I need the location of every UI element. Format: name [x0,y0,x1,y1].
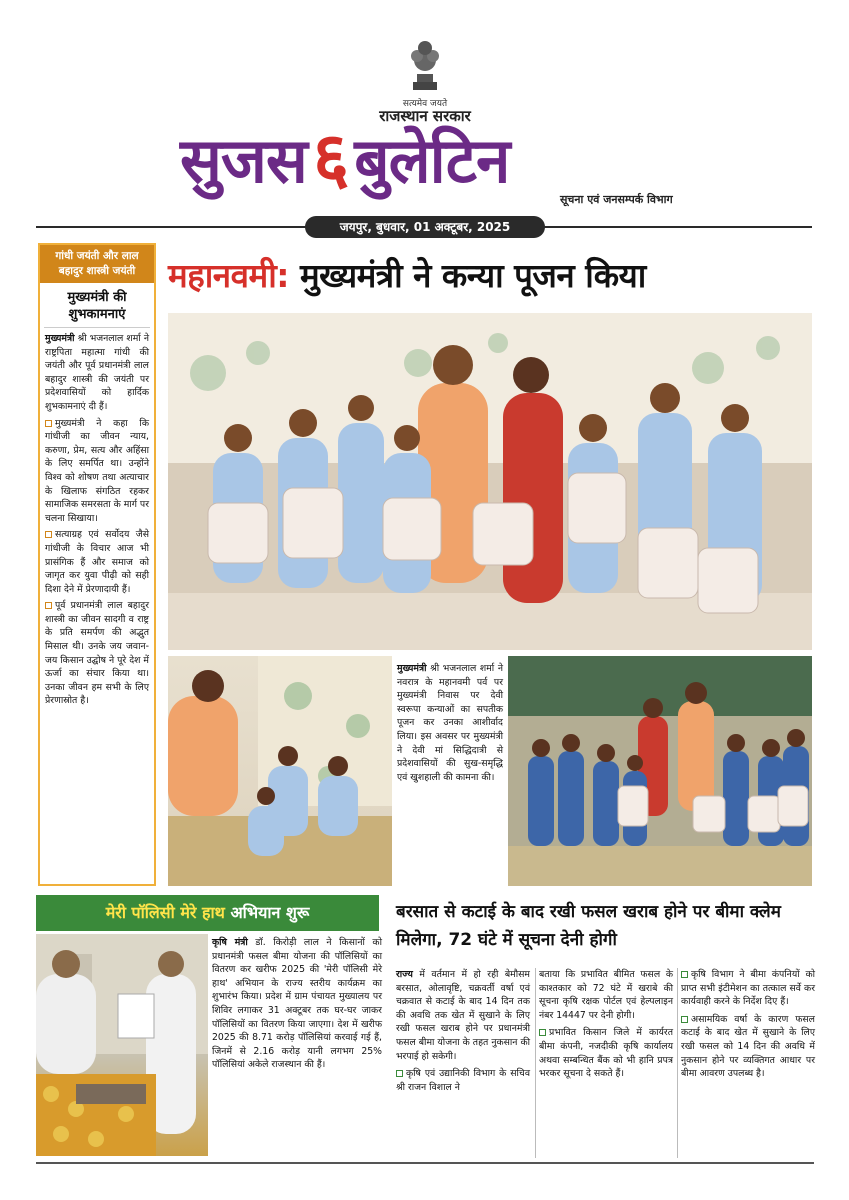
crop-story-column-2: बताया कि प्रभावित बीमित फसल के काश्तकार को 72 घंटे में खराबे की सूचना कृषि रक्षक पोर्टल एवं हेल्पलाइन नंबर 14447 पर देनी होगी। प्रभावित किसान जिले में कार्यरत बीमा कंपनी, नजदीकी कृषि कार्यालय अथवा सम्बन्धित बैंक को भी हानि प्रपत्र भरकर सूचना दे सकते हैं। [539,969,673,1080]
sidebar-tag: गांधी जयंती और लाल बहादुर शास्त्री जयंती [40,245,154,283]
crop-story-headline: बरसात से कटाई के बाद रखी फसल खराब होने पर बीमा क्लेम मिलेगा, 72 घंटे में सूचना देनी होगी [396,902,781,950]
policy-bar-highlight: मेरी पॉलिसी मेरे हाथ [105,903,225,922]
sidebar-body [40,328,154,715]
kanya-pujan-photo [168,313,812,650]
crop-point: असामयिक वर्षा के कारण फसल कटाई के बाद खेत में सुखाने के लिए रखी फसल को 14 दिन की अवधि में नुकसान होने पर व्यक्तिगत आधार पर बीमा आवरण उपलब्ध है। [681,1013,815,1080]
logo-part-1: सुजस [180,124,307,197]
crop-point: कृषि एवं उद्यानिकी विभाग के सचिव श्री राजन विशाल ने [396,1068,530,1093]
sidebar-box [38,243,156,886]
government-name: राजस्थान सरकार [379,107,471,125]
lead-headline [168,252,812,297]
bullet-icon [681,971,688,978]
policy-distribution-photo [36,934,208,1156]
department-name: सूचना एवं जनसम्पर्क विभाग [560,193,673,206]
sidebar-heading: मुख्यमंत्री की शुभकामनाएं [44,283,150,328]
headline-highlight: महानवमी: [168,256,289,295]
crop-story-column-3 [681,968,815,1085]
dateline: जयपुर, बुधवार, 01 अक्टूबर, 2025 [305,216,545,238]
sidebar-point: पूर्व प्रधानमंत्री लाल बहादुर शास्त्री का जीवन सादगी व राष्ट्र के प्रति समर्पण की अद्भुत मिसाल थी। उनके जय जवान-जय किसान उद्घोष ने पूरे देश में ऊर्जा का संचार किया था। उनका जीवन हम सभी के लिए प्रेरणास्रोत है। [45,600,149,707]
column-divider [535,968,536,1158]
feeding-photo [168,656,392,886]
sidebar-intro: मुख्यमंत्री श्री भजनलाल शर्मा ने राष्ट्रपिता महात्मा गांधी की जयंती और पूर्व प्रधानमंत्री लाल बहादुर शास्त्री की जयंती पर प्रदेशवासियों को हार्दिक शुभकामनाएं दी हैं। [45,333,149,412]
policy-bar-rest: अभियान शुरू [230,903,310,922]
state-emblem-icon [405,36,445,94]
motto: सत्यमेव जयते [402,99,448,109]
sidebar-point: मुख्यमंत्री ने कहा कि गांधीजी का जीवन न्याय, करुणा, प्रेम, सत्य और अहिंसा के लिए समर्पित था। उन्होंने विश्व को शोषण तथा अत्याचार के खिलाफ संगठित रहकर सामाजिक समरसता के मार्ग पर चलना सिखाया। [45,417,149,524]
logo-six: ६ [312,117,349,199]
bullet-icon [539,1029,546,1036]
sidebar-point: सत्याग्रह एवं सर्वोदय जैसे गांधीजी के विचार आज भी प्रासंगिक हैं और समाज को जागृत कर युवा पीढ़ी को सही दिशा देने में प्रेरणादायी हैं। [45,529,149,595]
photo-caption: मुख्यमंत्री श्री भजनलाल शर्मा ने नवरात्र के महानवमी पर्व पर मुख्यमंत्री निवास पर देवी स्वरूपा कन्याओं का सपतीक पूजन कर उनका आशीर्वाद लिया। इस अवसर पर मुख्यमंत्री ने देवी मां सिद्धिदात्री से प्रदेशवासियों की सुख-समृद्धि एवं खुशहाली की कामना की। [397,663,503,783]
bulletin-logo [180,118,670,198]
bullet-icon [681,1016,688,1023]
bottom-rule [36,1162,814,1164]
crop-point: प्रभावित किसान जिले में कार्यरत बीमा कंपनी, नजदीकी कृषि कार्यालय अथवा सम्बन्धित बैंक को भी हानि प्रपत्र भरकर सूचना दे सकते हैं। [539,1027,673,1080]
group-photo [508,656,812,886]
bullet-icon [45,420,52,427]
bullet-icon [396,1070,403,1077]
bullet-icon [45,602,52,609]
bullet-icon [45,531,52,538]
headline-rest: मुख्यमंत्री ने कन्या पूजन किया [299,256,646,295]
crop-story-column-1: राज्य में वर्तमान में हो रही बेमौसम बरसात, ओलावृष्टि, चक्रवर्ती वर्षा एवं चक्रवात से कटाई के बाद 14 दिन तक की अवधि तक खेत में सुखाने के लिए रखी फसल खराब होने पर प्रधानमंत्री फसल बीमा योजना के तहत नुकसान की भरपाई हो सकेगी। कृषि एवं उद्यानिकी विभाग के सचिव श्री राजन विशाल ने [396,969,530,1093]
logo-part-2: बुलेटिन [354,124,510,197]
policy-story-text: कृषि मंत्री डॉ. किरोड़ी लाल ने किसानों को प्रधानमंत्री फसल बीमा योजना की पॉलिसियों का वितरण कर खरीफ 2025 की 'मेरी पॉलिसी मेरे हाथ' अभियान के राज्य स्तरीय कार्यक्रम का शुभारंभ किया। प्रदेश में ग्राम पंचायत मुख्यालय पर शिविर लगाकर 31 अक्टूबर तक घर-घर जाकर पॉलिसियों का वितरण किया जाएगा। देश में खरीफ 2025 की 8.71 करोड़ पॉलिसियां करवाई गई हैं, जिनमें से 2.16 करोड़ यानी लगभग 25% पॉलिसियां अकेले राजस्थान की हैं। [212,937,382,1071]
policy-campaign-bar [36,895,379,931]
column-divider [677,968,678,1158]
crop-point: कृषि विभाग ने बीमा कंपनियों को प्राप्त सभी इंटीमेशन का तत्काल सर्वे कर कार्यवाही करने के निर्देश दिए हैं। [681,969,815,1008]
